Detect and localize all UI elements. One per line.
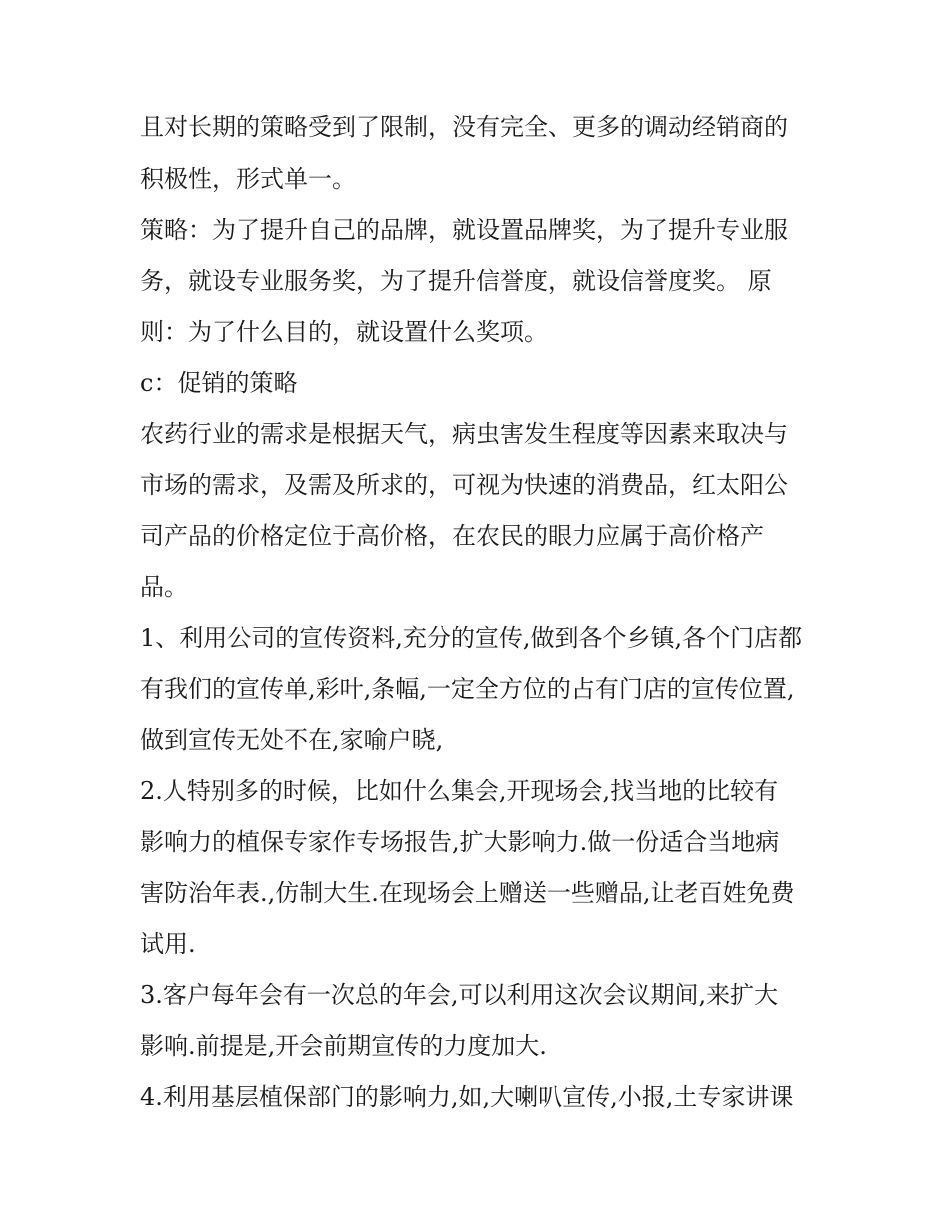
text-line-7: 农药行业的需求是根据天气，病虫害发生程度等因素来取决与 [140,420,788,448]
text-line-3: 策略：为了提升自己的品牌，就设置品牌奖，为了提升专业服 [140,216,788,244]
text-line-1: 且对长期的策略受到了限制，没有完全、更多的调动经销商的 [140,113,788,141]
text-line-14: 2.人特别多的时候，比如什么集会,开现场会,找当地的比较有 [140,777,779,805]
text-line-16: 害防治年表.,仿制大生.在现场会上赠送一些赠品,让老百姓免费 [140,879,795,907]
text-line-9: 司产品的价格定位于高价格，在农民的眼力应属于高价格产 [140,522,764,550]
text-line-2: 积极性，形式单一。 [140,165,356,193]
text-line-6: c：促销的策略 [140,369,298,397]
text-line-4: 务，就设专业服务奖，为了提升信誉度，就设信誉度奖。 原 [140,267,772,295]
text-line-10: 品。 [140,573,188,601]
text-line-12: 有我们的宣传单,彩叶,条幅,一定全方位的占有门店的宣传位置, [140,675,795,703]
text-line-8: 市场的需求，及需及所求的，可视为快速的消费品，红太阳公 [140,471,788,499]
text-line-19: 影响.前提是,开会前期宣传的力度加大. [140,1032,547,1060]
text-line-20: 4.利用基层植保部门的影响力,如,大喇叭宣传,小报,土专家讲课 [140,1083,794,1111]
text-line-17: 试用. [140,930,196,958]
text-line-11: 1、利用公司的宣传资料,充分的宣传,做到各个乡镇,各个门店都 [140,624,803,652]
text-line-18: 3.客户每年会有一次总的年会,可以利用这次会议期间,来扩大 [140,981,779,1009]
text-line-15: 影响力的植保专家作专场报告,扩大影响力.做一份适合当地病 [140,828,780,856]
text-line-5: 则：为了什么目的，就设置什么奖项。 [140,318,548,346]
text-line-13: 做到宣传无处不在,家喻户晓, [140,726,444,754]
